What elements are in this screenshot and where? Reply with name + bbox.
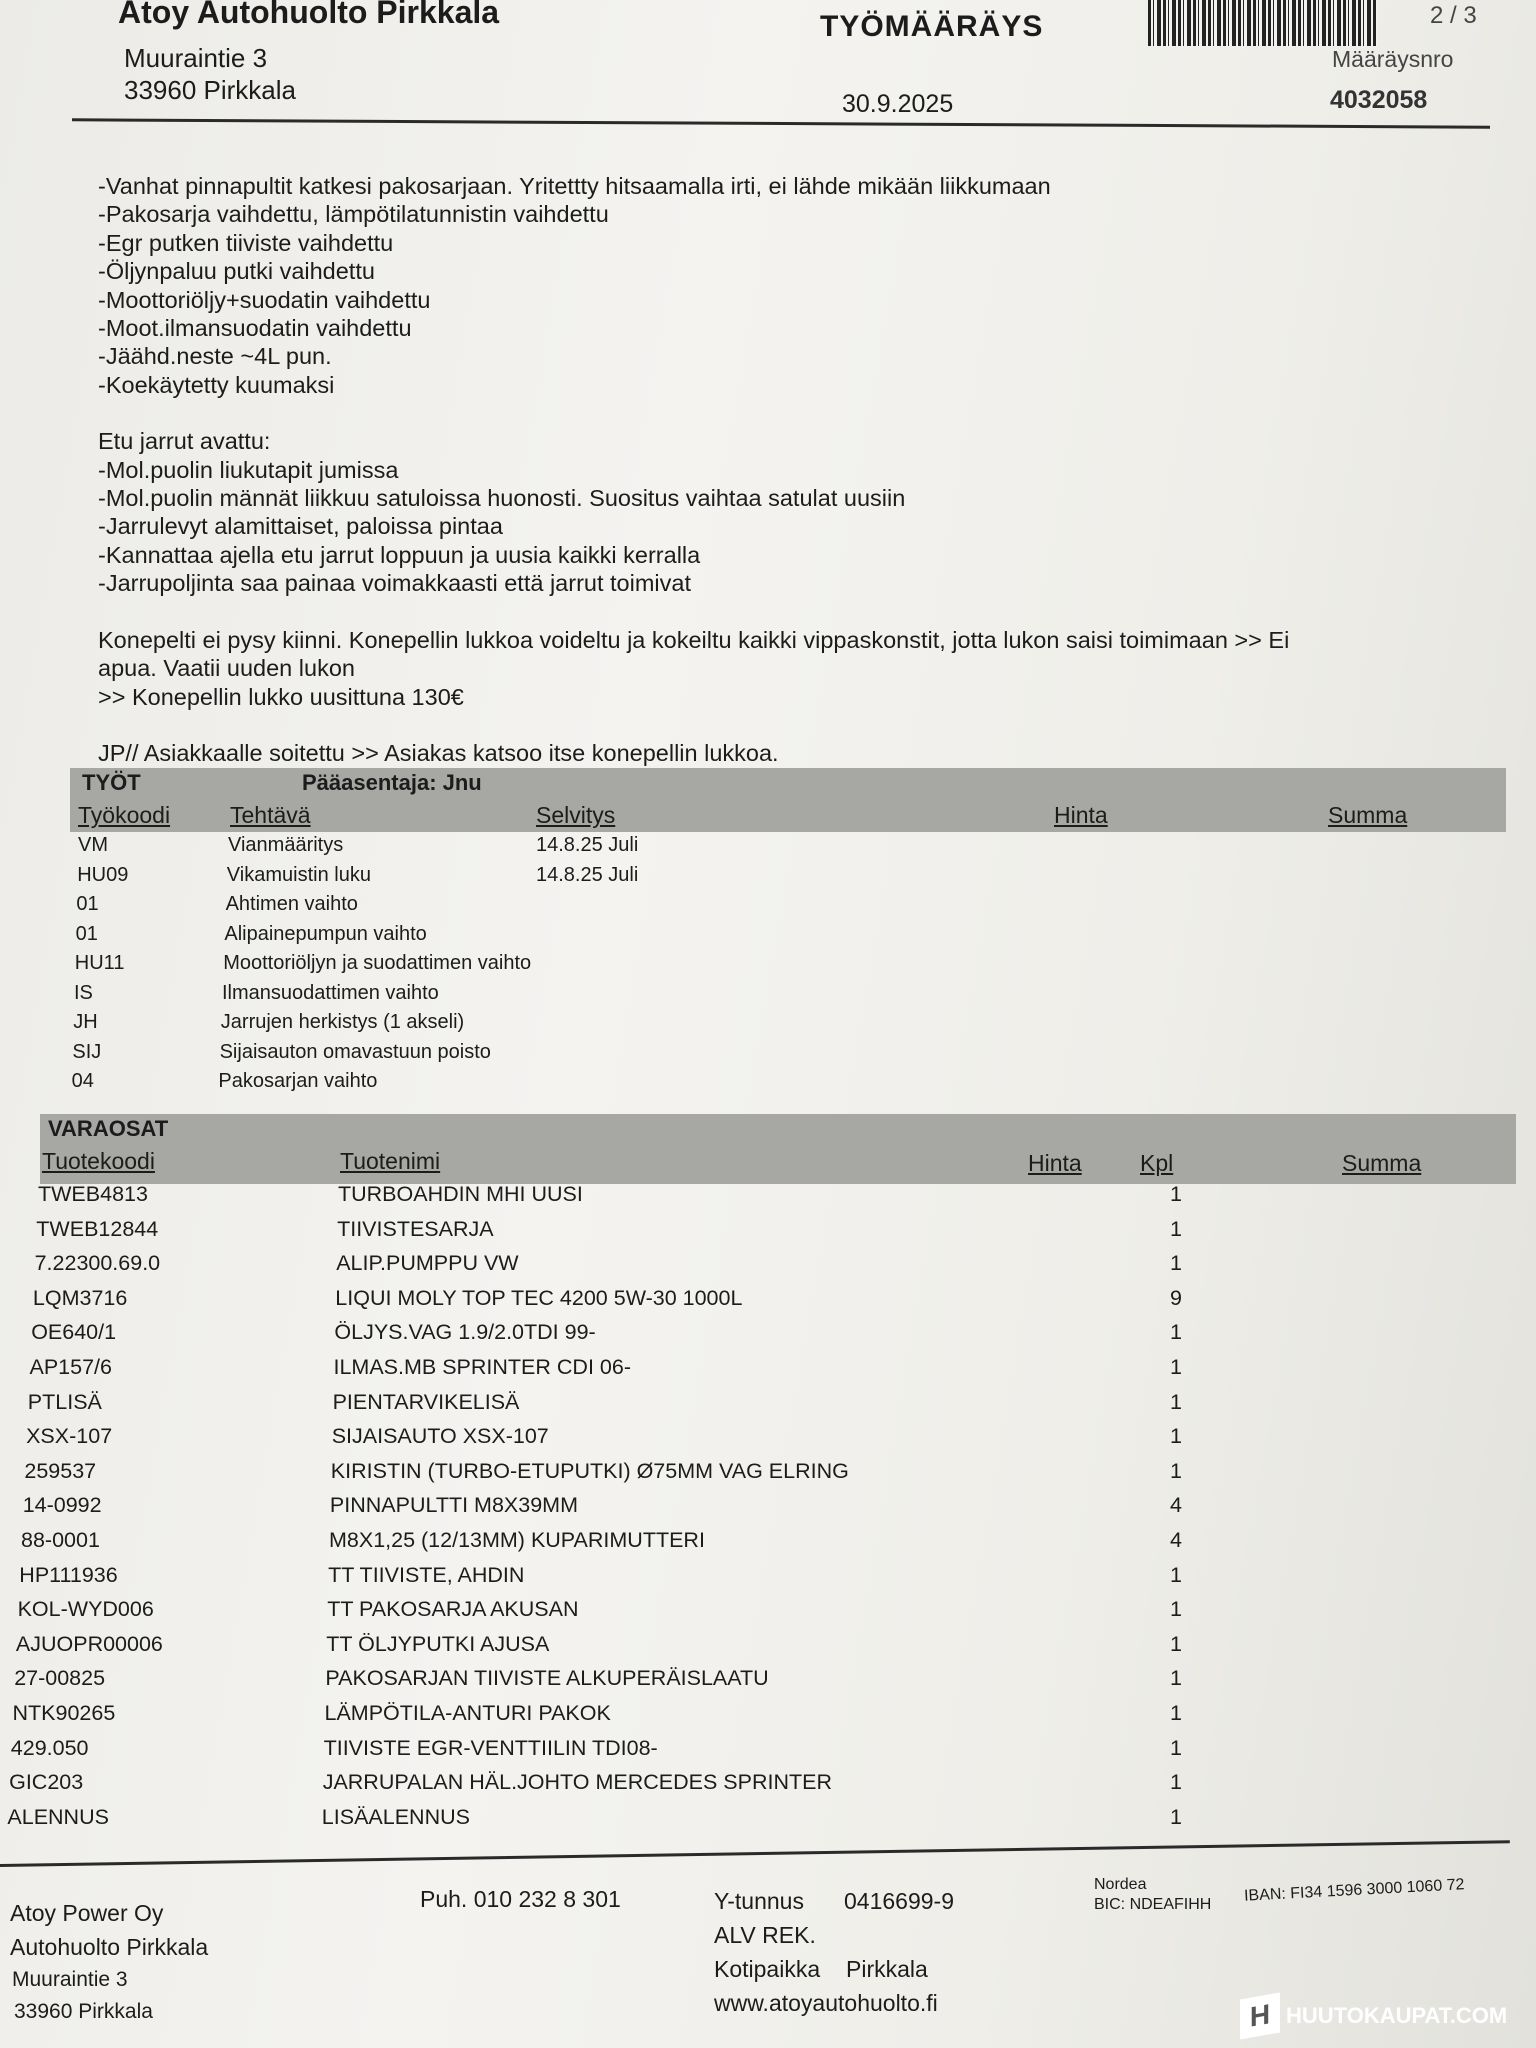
part-qty-cell: 4 (1170, 1528, 1182, 1552)
work-notes (98, 172, 1478, 767)
parts-col-code: Tuotekoodi (42, 1148, 155, 1174)
labor-col-code: Työkoodi (78, 802, 171, 828)
labor-task-cell: Vikamuistin luku (226, 863, 371, 886)
order-number-label: Määräysnro (1332, 46, 1454, 72)
part-name-cell: ILMAS.MB SPRINTER CDI 06- (333, 1355, 631, 1379)
part-qty-cell: 1 (1170, 1355, 1182, 1379)
part-qty-cell: 1 (1170, 1458, 1182, 1483)
note-line (98, 711, 1478, 739)
barcode-graphic (1148, 0, 1378, 46)
part-name-cell: SIJAISAUTO XSX-107 (331, 1424, 549, 1449)
labor-col-sum: Summa (1328, 802, 1408, 828)
note-line: -Egr putken tiiviste vaihdettu (98, 229, 394, 256)
footer-company: Atoy Power Oy (10, 1900, 164, 1926)
labor-section-title: TYÖT (82, 770, 141, 795)
header-divider (72, 118, 1490, 128)
order-number: 4032058 (1330, 86, 1428, 114)
address-line-2: 33960 Pirkkala (124, 75, 296, 105)
part-code-cell: 14-0992 (22, 1493, 102, 1518)
part-qty-cell: 1 (1170, 1597, 1182, 1622)
note-line (98, 598, 1478, 626)
note-line: -Mol.puolin männät liikkuu satuloissa huonosti. Suositus vaihtaa satulat uusiin (98, 485, 906, 512)
labor-code-cell: SIJ (72, 1040, 102, 1063)
footer-divider (0, 1840, 1510, 1867)
labor-task-cell: Jarrujen herkistys (1 akseli) (220, 1011, 465, 1033)
labor-col-price: Hinta (1054, 802, 1108, 828)
labor-task-cell: Moottoriöljyn ja suodattimen vaihto (223, 952, 532, 974)
labor-code-cell: VM (78, 834, 108, 856)
part-code-cell: XSX-107 (26, 1424, 113, 1449)
labor-code-cell: IS (74, 981, 93, 1004)
note-line: -Koekäytetty kuumaksi (98, 371, 335, 398)
labor-note-cell: 14.8.25 Juli (536, 834, 639, 856)
page-indicator: 2 / 3 (1430, 2, 1477, 29)
part-name-cell: TT PAKOSARJA AKUSAN (327, 1597, 579, 1622)
note-line: -Jarrulevyt alamittaiset, paloissa pintaa (98, 513, 503, 540)
footer-kotipaikka: Pirkkala (846, 1956, 928, 1982)
part-qty-cell: 9 (1170, 1285, 1182, 1310)
part-name-cell: LIQUI MOLY TOP TEC 4200 5W-30 1000L (335, 1285, 743, 1310)
labor-task-cell: Pakosarjan vaihto (218, 1070, 378, 1092)
part-qty-cell: 1 (1170, 1389, 1182, 1414)
note-line: -Moottoriöljy+suodatin vaihdettu (98, 286, 431, 313)
footer-website[interactable]: www.atoyautohuolto.fi (714, 1990, 938, 2016)
part-code-cell: 27-00825 (14, 1666, 106, 1691)
part-qty-cell: 1 (1170, 1804, 1182, 1829)
part-name-cell: TIIVISTE EGR-VENTTIILIN TDI08- (323, 1735, 658, 1760)
part-code-cell: KOL-WYD006 (17, 1597, 154, 1622)
part-qty-cell: 1 (1170, 1251, 1182, 1276)
part-qty-cell: 1 (1170, 1666, 1182, 1691)
part-name-cell: TT TIIVISTE, AHDIN (328, 1562, 525, 1587)
parts-section-title: VARAOSAT (48, 1116, 169, 1141)
part-name-cell: ÖLJYS.VAG 1.9/2.0TDI 99- (334, 1320, 596, 1345)
part-code-cell: AJUOPR00006 (15, 1631, 163, 1656)
company-address (124, 42, 296, 106)
note-line (98, 399, 1478, 427)
part-name-cell: TT ÖLJYPUTKI AJUSA (326, 1631, 550, 1656)
part-name-cell: PINNAPULTTI M8X39MM (329, 1493, 578, 1518)
footer-bic: BIC: NDEAFIHH (1094, 1896, 1212, 1913)
labor-task-cell: Vianmääritys (228, 834, 344, 856)
footer-bank: Nordea (1094, 1876, 1147, 1893)
labor-code-cell: HU09 (77, 863, 129, 886)
part-qty-cell: 1 (1170, 1182, 1182, 1206)
parts-col-sum: Summa (1342, 1150, 1422, 1176)
part-name-cell: M8X1,25 (12/13MM) KUPARIMUTTERI (329, 1528, 705, 1552)
document-title: TYÖMÄÄRÄYS (820, 10, 1044, 43)
part-name-cell: TIIVISTESARJA (337, 1216, 494, 1241)
footer-alv: ALV REK. (714, 1922, 816, 1948)
note-line: Etu jarrut avattu: (98, 428, 271, 455)
footer-branch: Autohuolto Pirkkala (10, 1934, 209, 1960)
part-code-cell: 88-0001 (21, 1528, 100, 1552)
part-name-cell: LISÄALENNUS (321, 1804, 470, 1829)
labor-task-cell: Ahtimen vaihto (225, 893, 358, 915)
watermark-text: HUUTOKAUPAT.COM (1286, 2003, 1508, 2028)
footer-ytunnus-label: Y-tunnus (714, 1888, 804, 1914)
part-code-cell: PTLISÄ (27, 1389, 102, 1414)
footer-city: 33960 Pirkkala (14, 2000, 153, 2023)
part-qty-cell: 1 (1170, 1701, 1182, 1725)
part-qty-cell: 4 (1170, 1493, 1182, 1518)
part-name-cell: JARRUPALAN HÄL.JOHTO MERCEDES SPRINTER (322, 1770, 833, 1795)
labor-code-cell: JH (73, 1011, 98, 1033)
labor-code-cell: 04 (71, 1070, 94, 1092)
part-code-cell: NTK90265 (12, 1701, 116, 1725)
part-name-cell: KIRISTIN (TURBO-ETUPUTKI) Ø75MM VAG ELRING (330, 1458, 849, 1483)
part-code-cell: OE640/1 (31, 1320, 117, 1345)
part-qty-cell: 1 (1170, 1770, 1182, 1795)
company-name: Atoy Autohuolto Pirkkala (118, 0, 500, 30)
parts-col-qty: Kpl (1140, 1150, 1174, 1176)
part-code-cell: LQM3716 (32, 1285, 128, 1310)
labor-code-cell: 01 (75, 922, 98, 945)
part-code-cell: 429.050 (10, 1735, 89, 1760)
part-code-cell: ALENNUS (7, 1804, 109, 1829)
footer-ytunnus: 0416699-9 (844, 1888, 954, 1914)
part-name-cell: TURBOAHDIN MHI UUSI (338, 1182, 583, 1206)
watermark (1240, 1996, 1507, 2036)
note-line: -Jarrupoljinta saa painaa voimakkaasti että jarrut toimivat (98, 570, 691, 597)
document-date: 30.9.2025 (842, 90, 954, 118)
labor-col-task: Tehtävä (230, 802, 311, 828)
note-line: JP// Asiakkaalle soitettu >> Asiakas katsoo itse konepellin lukkoa. (98, 739, 779, 766)
labor-task-cell: Ilmansuodattimen vaihto (222, 981, 439, 1004)
mechanic-label: Pääasentaja: Jnu (302, 770, 482, 795)
labor-code-cell: 01 (76, 893, 99, 915)
note-line: -Moot.ilmansuodatin vaihdettu (98, 315, 412, 342)
footer-iban: IBAN: FI34 1596 3000 1060 72 (1243, 1876, 1465, 1905)
part-code-cell: HP111936 (19, 1562, 118, 1587)
note-line: Konepelti ei pysy kiinni. Konepellin lukkoa voideltu ja kokeiltu kaikki vippaskonstit, jotta lukon saisi toimimaan >> Ei (98, 626, 1290, 653)
watermark-logo-icon: H (1240, 1992, 1280, 2039)
labor-task-cell: Alipainepumpun vaihto (224, 922, 427, 945)
footer-phone: Puh. 010 232 8 301 (420, 1886, 621, 1912)
footer-kotipaikka-label: Kotipaikka (714, 1956, 821, 1982)
labor-col-note: Selvitys (536, 802, 616, 828)
part-qty-cell: 1 (1170, 1424, 1182, 1449)
part-code-cell: TWEB12844 (36, 1216, 159, 1241)
part-name-cell: PAKOSARJAN TIIVISTE ALKUPERÄISLAATU (325, 1666, 769, 1691)
note-line: >> Konepellin lukko uusittuna 130€ (98, 683, 464, 710)
note-line: -Öljynpaluu putki vaihdettu (98, 258, 375, 285)
part-qty-cell: 1 (1170, 1562, 1182, 1587)
address-line-1: Muuraintie 3 (124, 43, 268, 73)
note-line: apua. Vaatii uuden lukon (98, 655, 355, 682)
part-code-cell: AP157/6 (29, 1355, 112, 1379)
footer-street: Muuraintie 3 (12, 1968, 128, 1991)
note-line: -Pakosarja vaihdettu, lämpötilatunnistin vaihdettu (98, 201, 609, 228)
part-qty-cell: 1 (1170, 1320, 1182, 1345)
labor-task-cell: Sijaisauton omavastuun poisto (219, 1040, 491, 1063)
part-qty-cell: 1 (1170, 1216, 1182, 1241)
parts-header-band (40, 1114, 1516, 1184)
part-code-cell: 7.22300.69.0 (34, 1251, 161, 1276)
part-name-cell: LÄMPÖTILA-ANTURI PAKOK (324, 1701, 611, 1725)
part-qty-cell: 1 (1170, 1735, 1182, 1760)
note-line: -Kannattaa ajella etu jarrut loppuun ja uusia kaikki kerralla (98, 541, 701, 568)
note-line: -Vanhat pinnapultit katkesi pakosarjaan. Yritettty hitsaamalla irti, ei lähde mikään liikkumaan (98, 173, 1051, 199)
parts-col-name: Tuotenimi (340, 1148, 441, 1174)
labor-code-cell: HU11 (74, 952, 125, 974)
part-code-cell: TWEB4813 (38, 1182, 148, 1206)
labor-note-cell: 14.8.25 Juli (536, 863, 639, 886)
part-code-cell: GIC203 (9, 1770, 84, 1795)
note-line: -Jäähd.neste ~4L pun. (98, 343, 332, 370)
part-code-cell: 259537 (24, 1458, 97, 1483)
parts-col-price: Hinta (1028, 1150, 1082, 1176)
part-name-cell: ALIP.PUMPPU VW (336, 1251, 519, 1276)
part-name-cell: PIENTARVIKELISÄ (332, 1389, 520, 1414)
part-qty-cell: 1 (1170, 1631, 1182, 1656)
note-line: -Mol.puolin liukutapit jumissa (98, 456, 399, 483)
